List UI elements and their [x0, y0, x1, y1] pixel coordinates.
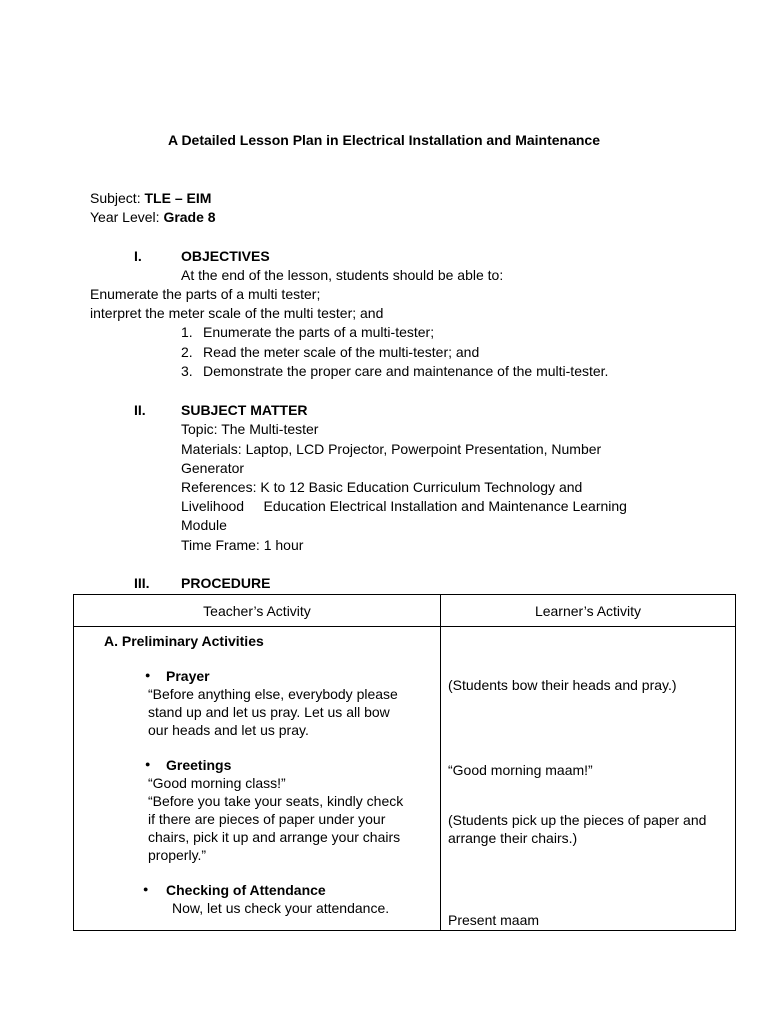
subject-label: Subject: — [90, 190, 141, 206]
greetings-line: chairs, pick it up and arrange your chairs — [148, 829, 401, 845]
greetings-line: “Good morning class!” — [148, 775, 286, 791]
procedure-numeral: III. — [134, 575, 150, 591]
subject-matter-line: Livelihood Education Electrical Installation and Maintenance Learning — [181, 498, 627, 514]
document-title: A Detailed Lesson Plan in Electrical Installation and Maintenance — [167, 132, 601, 148]
subject-matter-line: Generator — [181, 460, 245, 476]
teacher-activity-cell — [74, 627, 441, 931]
objective-number: 1. — [181, 324, 193, 340]
subject-line — [90, 189, 211, 208]
objectives-loose-line: Enumerate the parts of a multi tester; — [90, 286, 321, 302]
section-label: A. Preliminary Activities — [104, 633, 264, 649]
greetings-title: Greetings — [166, 757, 232, 773]
objective-text: Demonstrate the proper care and maintenance of the multi-tester. — [203, 363, 609, 379]
subject-value: TLE – EIM — [144, 190, 212, 206]
subject-matter-heading: SUBJECT MATTER — [181, 402, 308, 418]
prayer-line: “Before anything else, everybody please — [148, 686, 398, 702]
greetings-line: properly.” — [148, 847, 207, 863]
learner-activity-cell — [441, 627, 736, 931]
objectives-heading: OBJECTIVES — [181, 248, 270, 264]
objective-text: Enumerate the parts of a multi-tester; — [203, 324, 435, 340]
procedure-table — [73, 594, 735, 931]
subject-matter-line: Topic: The Multi-tester — [181, 421, 319, 437]
subject-matter-line: Materials: Laptop, LCD Projector, Powerpoint Presentation, Number — [181, 441, 602, 457]
prayer-line: our heads and let us pray. — [148, 722, 309, 738]
greetings-response-line: arrange their chairs.) — [448, 830, 578, 846]
objective-number: 3. — [181, 363, 193, 379]
objectives-loose-line: interpret the meter scale of the multi tester; and — [90, 305, 384, 321]
objective-text: Read the meter scale of the multi-tester; and — [203, 344, 480, 360]
procedure-heading: PROCEDURE — [181, 575, 271, 591]
prayer-line: stand up and let us pray. Let us all bow — [148, 704, 390, 720]
greetings-response: “Good morning maam!” — [448, 762, 593, 778]
objective-number: 2. — [181, 344, 193, 360]
attendance-line: Now, let us check your attendance. — [172, 900, 390, 916]
objectives-numeral: I. — [134, 248, 142, 264]
attendance-response: Present maam — [448, 912, 540, 928]
bullet-icon: ● — [145, 759, 151, 769]
subject-matter-line: Time Frame: 1 hour — [181, 537, 304, 553]
prayer-response: (Students bow their heads and pray.) — [448, 677, 677, 693]
objectives-intro: At the end of the lesson, students should be able to: — [181, 267, 504, 283]
bullet-icon: ● — [143, 884, 149, 894]
subject-matter-line: References: K to 12 Basic Education Curriculum Technology and — [181, 479, 583, 495]
column-header-teacher: Teacher’s Activity — [74, 595, 441, 627]
column-header-learner: Learner’s Activity — [441, 595, 736, 627]
year-level-value: Grade 8 — [163, 209, 216, 225]
attendance-title: Checking of Attendance — [166, 882, 326, 898]
greetings-response-line: (Students pick up the pieces of paper and — [448, 812, 707, 828]
bullet-icon: ● — [145, 670, 151, 680]
greetings-line: if there are pieces of paper under your — [148, 811, 386, 827]
subject-matter-numeral: II. — [134, 402, 146, 418]
year-level-line — [90, 208, 216, 227]
year-level-label: Year Level: — [90, 209, 160, 225]
prayer-title: Prayer — [166, 668, 210, 684]
greetings-line: “Before you take your seats, kindly check — [148, 793, 404, 809]
subject-matter-line: Module — [181, 517, 227, 533]
